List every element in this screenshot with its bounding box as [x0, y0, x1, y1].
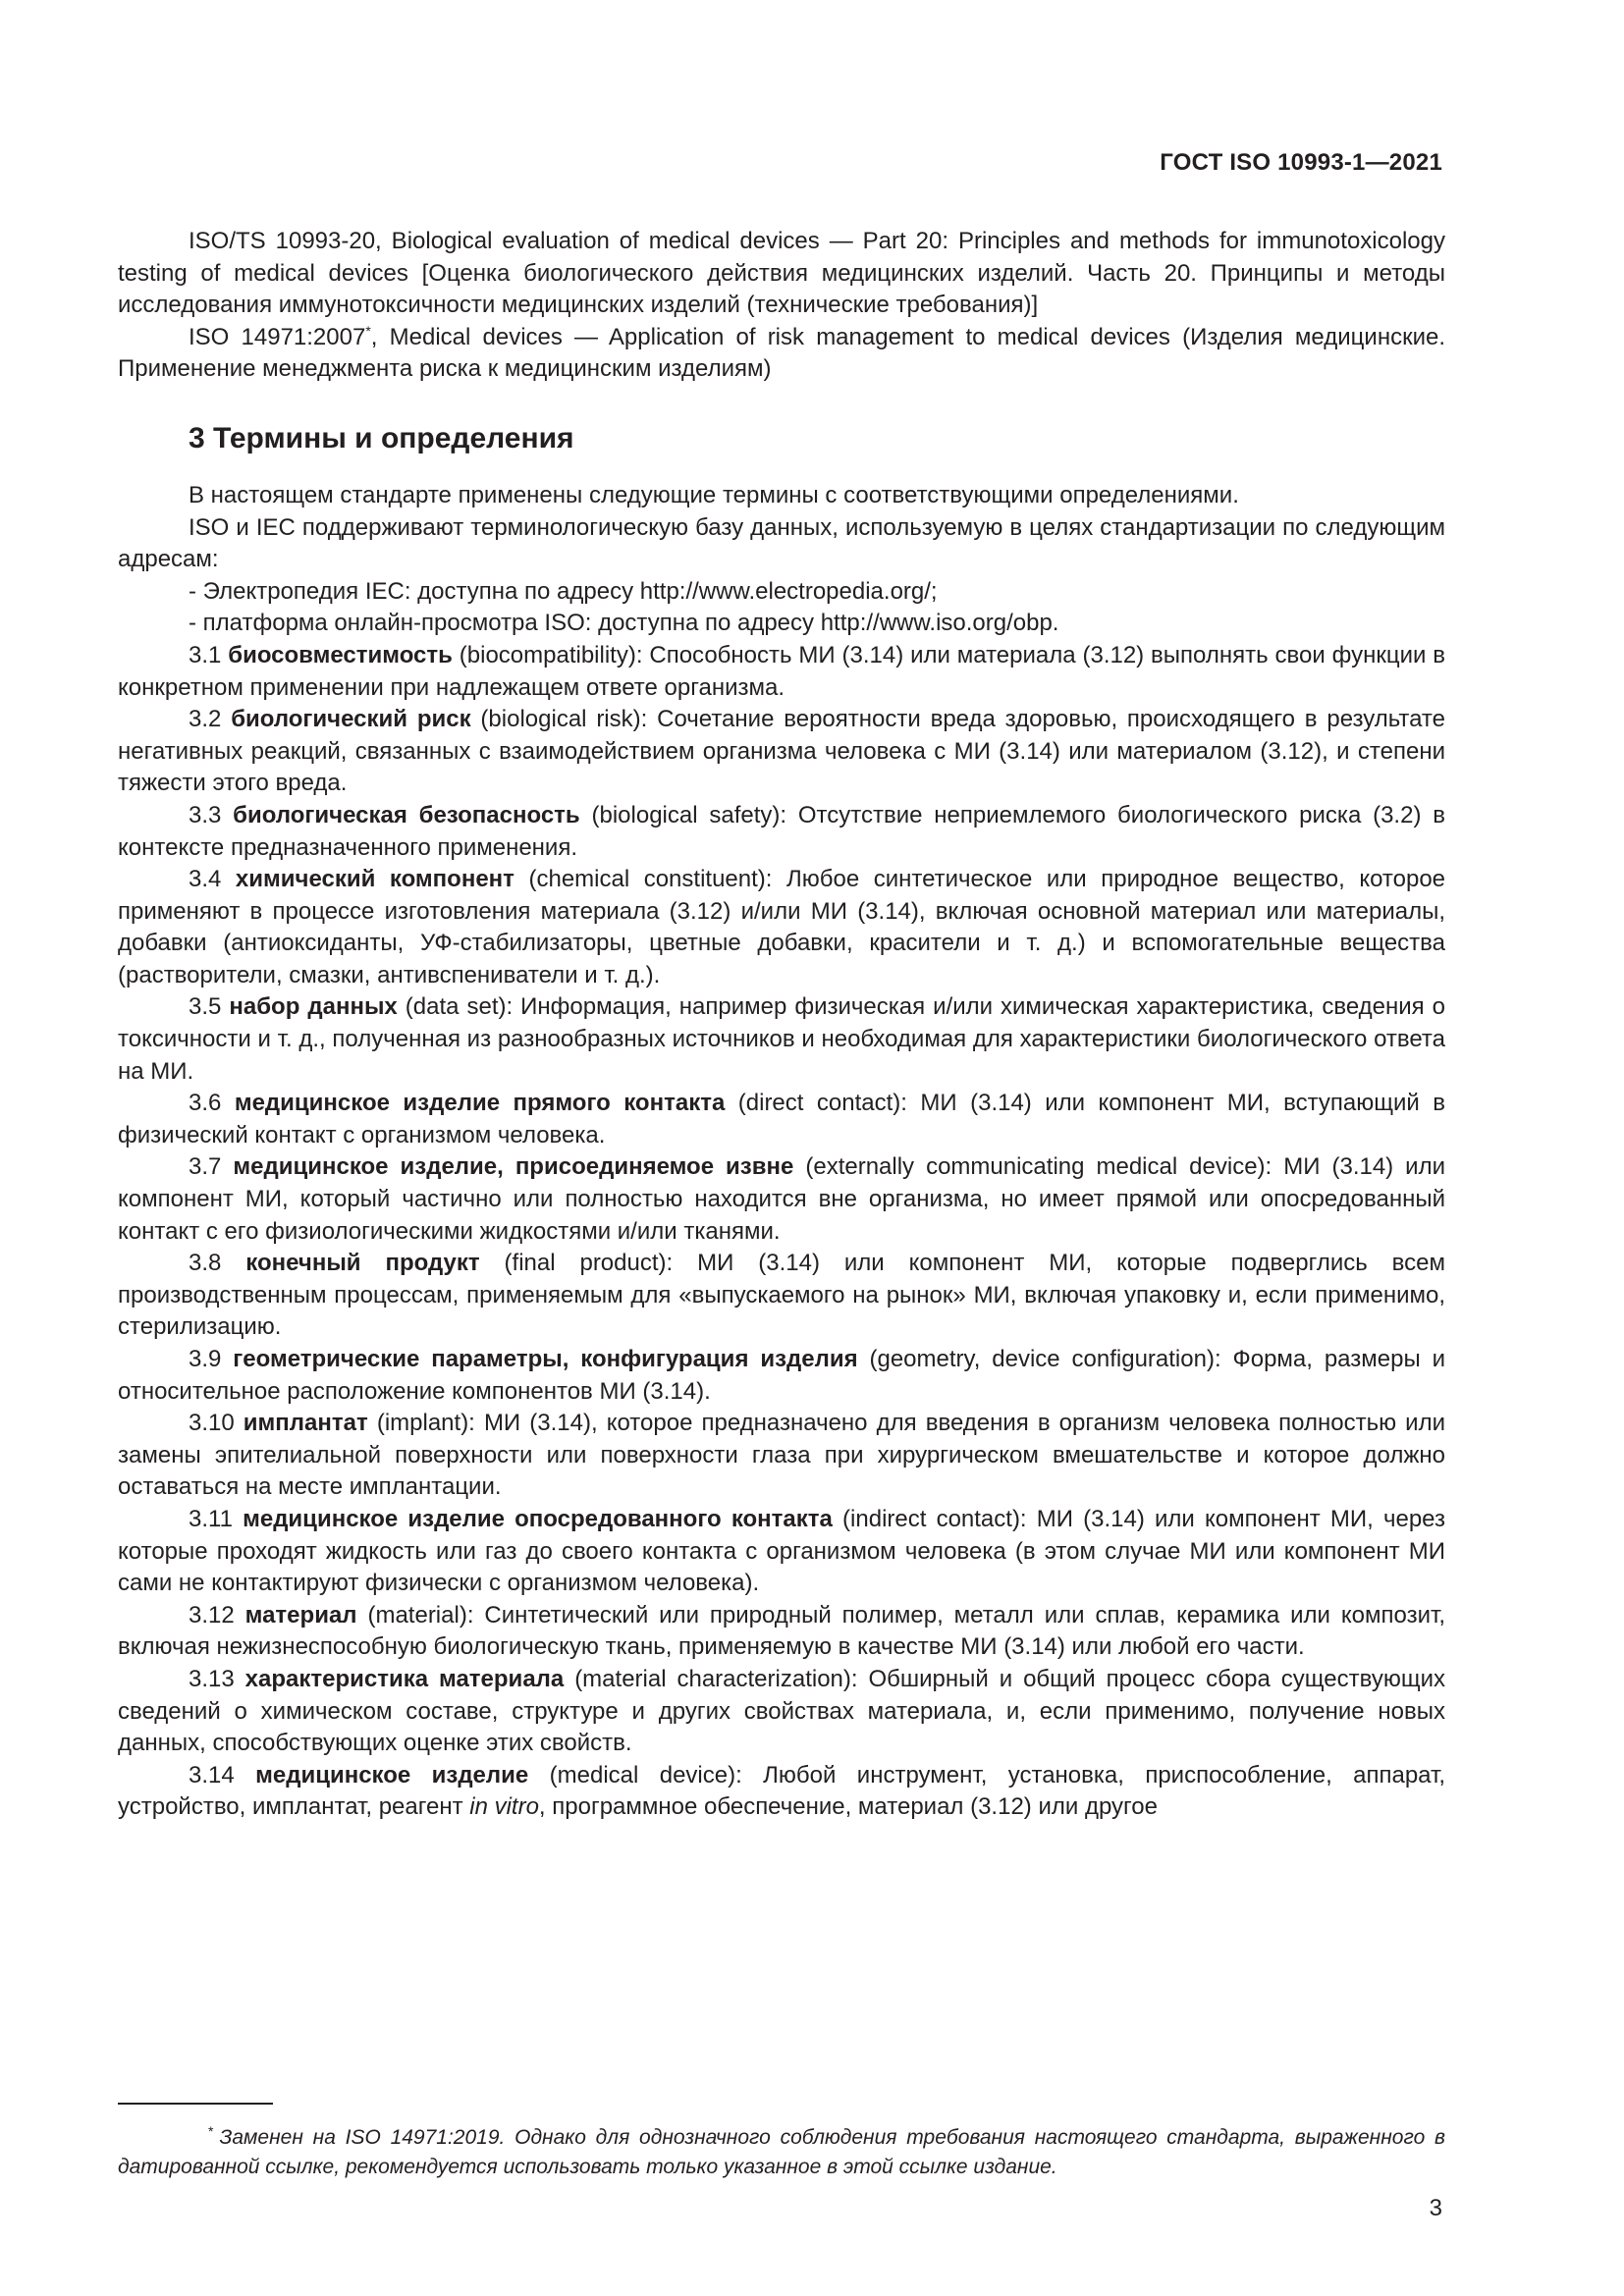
- term-definition: (material): Синтетический или природный полимер, металл или сплав, керамика или композит, включая нежизнеспособную биологическую ткань, применяемую в качестве МИ (3.14) или любой его части.: [118, 1601, 1445, 1661]
- term-entry: [118, 800, 1445, 864]
- reference-iso-ts-10993-20: ISO/TS 10993-20, Biological evaluation of medical devices — Part 20: Principles and methods for immunotoxicology testing of medical devices [Оценка биологического действия медицинских изделий. Часть 20. Принципы и методы исследования иммунотоксичности медицинских изделий (технические требования)]: [118, 228, 1445, 319]
- intro-paragraph: В настоящем стандарте применены следующие термины с соответствующими определениями.: [189, 481, 1239, 508]
- page-number: 3: [1429, 2195, 1442, 2221]
- term-number: 3.6: [189, 1090, 235, 1117]
- term-name: биологический риск: [231, 706, 471, 733]
- term-name: химический компонент: [235, 866, 514, 893]
- term-number: 3.12: [189, 1601, 245, 1629]
- term-definition: (externally communicating medical device): МИ (3.14) или компонент МИ, который частично или полностью находится вне организма, но имеет прямой или опосредованный контакт с его физиологическими жидкостями и/или тканями.: [118, 1153, 1445, 1245]
- term-definition: (geometry, device configuration): Форма, размеры и относительное расположение компонентов МИ (3.14).: [118, 1346, 1445, 1405]
- term-entry: [118, 864, 1445, 991]
- term-definition-cont: , программное обеспечение, материал (3.12) или другое: [538, 1793, 1158, 1821]
- term-number: 3.14: [189, 1761, 256, 1789]
- term-definition: (biological risk): Сочетание вероятности вреда здоровью, происходящего в результате негативных реакций, связанных с взаимодействием организма человека с МИ (3.14) или материалом (3.12), и степени тяжести этого вреда.: [118, 706, 1445, 797]
- term-number: 3.10: [189, 1410, 244, 1437]
- term-definition: (direct contact): МИ (3.14) или компонент МИ, вступающий в физический контакт с организмом человека.: [118, 1090, 1446, 1148]
- section-title: 3 Термины и определения: [189, 421, 574, 454]
- term-definition: (implant): МИ (3.14), которое предназначено для введения в организм человека полностью или замены эпителиальной поверхности или поверхности глаза при хирургическом вмешательстве и которое должно оставаться на месте имплантации.: [118, 1410, 1445, 1501]
- term-name: конечный продукт: [245, 1250, 480, 1277]
- term-definition: (chemical constituent): Любое синтетическое или природное вещество, которое применяют в процессе изготовления материала (3.12) и/или МИ (3.14), включая основной материал или материалы, добавки (антиоксиданты, УФ-стабилизаторы, цветные добавки, красители и т. д.) и вспомогательные вещества (растворители, смазки, антивспениватели и т. д.).: [118, 866, 1446, 988]
- footnote: [118, 2116, 1445, 2182]
- term-number: 3.13: [189, 1665, 245, 1692]
- term-definition: (final product): МИ (3.14) или компонент МИ, которые подверглись всем производственным процессам, применяемым для «выпускаемого на рынок» МИ, включая упаковку и, если применимо, стерилизацию.: [118, 1250, 1446, 1341]
- term-number: 3.3: [189, 801, 234, 828]
- term-entry: [118, 1248, 1445, 1344]
- term-number: 3.9: [189, 1346, 234, 1372]
- list-item-iso-obp: - платформа онлайн-просмотра ISO: доступна по адресу http://www.iso.org/obp.: [189, 610, 1059, 637]
- term-entry: [118, 640, 1445, 704]
- term-entry: [118, 991, 1445, 1088]
- term-name: набор данных: [229, 993, 398, 1021]
- page-content: [118, 226, 1445, 1824]
- term-entry: [118, 1600, 1445, 1664]
- footnote-marker: *: [208, 2123, 214, 2139]
- term-definition: (biological safety): Отсутствие неприемлемого биологического риска (3.2) в контексте предназначенного применения.: [118, 801, 1445, 861]
- term-number: 3.1: [189, 641, 229, 668]
- footnote-divider: [118, 2103, 273, 2105]
- reference-iso-14971: [118, 322, 1445, 386]
- footnote-ref-marker: *: [365, 322, 371, 339]
- term-entry: [118, 704, 1445, 800]
- term-definition: (material characterization): Обширный и общий процесс сбора существующих сведений о химическом составе, структуре и других свойствах материала, и, если применимо, получение новых данных, способствующих оценке этих свойств.: [118, 1665, 1445, 1757]
- term-name: материал: [244, 1601, 357, 1629]
- term-number: 3.8: [189, 1250, 246, 1277]
- intro-paragraph: ISO и IEC поддерживают терминологическую базу данных, используемую в целях стандартизации по следующим адресам:: [118, 513, 1445, 573]
- list-item-electropedia: - Электропедия IEC: доступна по адресу http://www.electropedia.org/;: [189, 577, 938, 605]
- term-entry: [118, 1408, 1445, 1504]
- term-definition: (medical device): Любой инструмент, установка, приспособление, аппарат, устройство, имплантат, реагент: [118, 1761, 1445, 1821]
- term-entry: [118, 1344, 1445, 1408]
- term-entry: [118, 1088, 1445, 1151]
- term-number: 3.2: [189, 706, 232, 733]
- term-number: 3.11: [189, 1505, 244, 1532]
- term-name: биосовместимость: [228, 641, 453, 668]
- reference-title: , Medical devices — Application of risk management to medical devices (Изделия медицинские. Применение менеджмента риска к медицинским изделиям): [118, 323, 1445, 383]
- term-entry: [118, 1151, 1445, 1248]
- reference-code: ISO 14971:2007: [189, 323, 366, 350]
- term-number: 3.4: [189, 866, 236, 893]
- term-definition: (data set): Информация, например физическая и/или химическая характеристика, сведения о токсичности и т. д., полученная из разнообразных источников и необходимая для характеристики биологического ответа на МИ.: [118, 993, 1446, 1085]
- running-header: ГОСТ ISO 10993-1—2021: [1160, 149, 1442, 176]
- term-definition-italic: in vitro: [469, 1793, 539, 1821]
- term-entry: [118, 1760, 1445, 1824]
- term-name: медицинское изделие: [255, 1761, 529, 1789]
- term-definition: (indirect contact): МИ (3.14) или компонент МИ, через которые проходят жидкость или газ до своего контакта с организмом человека (в этом случае МИ или компонент МИ сами не контактируют физически с организмом человека).: [118, 1505, 1445, 1597]
- footnote-text: Заменен на ISO 14971:2019. Однако для однозначного соблюдения требования настоящего стандарта, выраженного в датированной ссылке, рекомендуется использовать только указанное в этой ссылке издание.: [118, 2126, 1445, 2178]
- term-entry: [118, 1504, 1445, 1600]
- term-name: медицинское изделие прямого контакта: [234, 1090, 726, 1117]
- term-entry: [118, 1664, 1445, 1760]
- term-name: медицинское изделие опосредованного контакта: [243, 1505, 833, 1532]
- term-name: характеристика материала: [244, 1665, 565, 1692]
- term-name: геометрические параметры, конфигурация изделия: [233, 1346, 858, 1372]
- term-name: медицинское изделие, присоединяемое извне: [233, 1153, 794, 1181]
- term-definition: (biocompatibility): Способность МИ (3.14) или материала (3.12) выполнять свои функции в конкретном применении при надлежащем ответе организма.: [118, 641, 1446, 701]
- term-name: биологическая безопасность: [233, 801, 580, 828]
- term-number: 3.5: [189, 993, 230, 1021]
- term-number: 3.7: [189, 1153, 234, 1181]
- term-name: имплантат: [243, 1410, 368, 1437]
